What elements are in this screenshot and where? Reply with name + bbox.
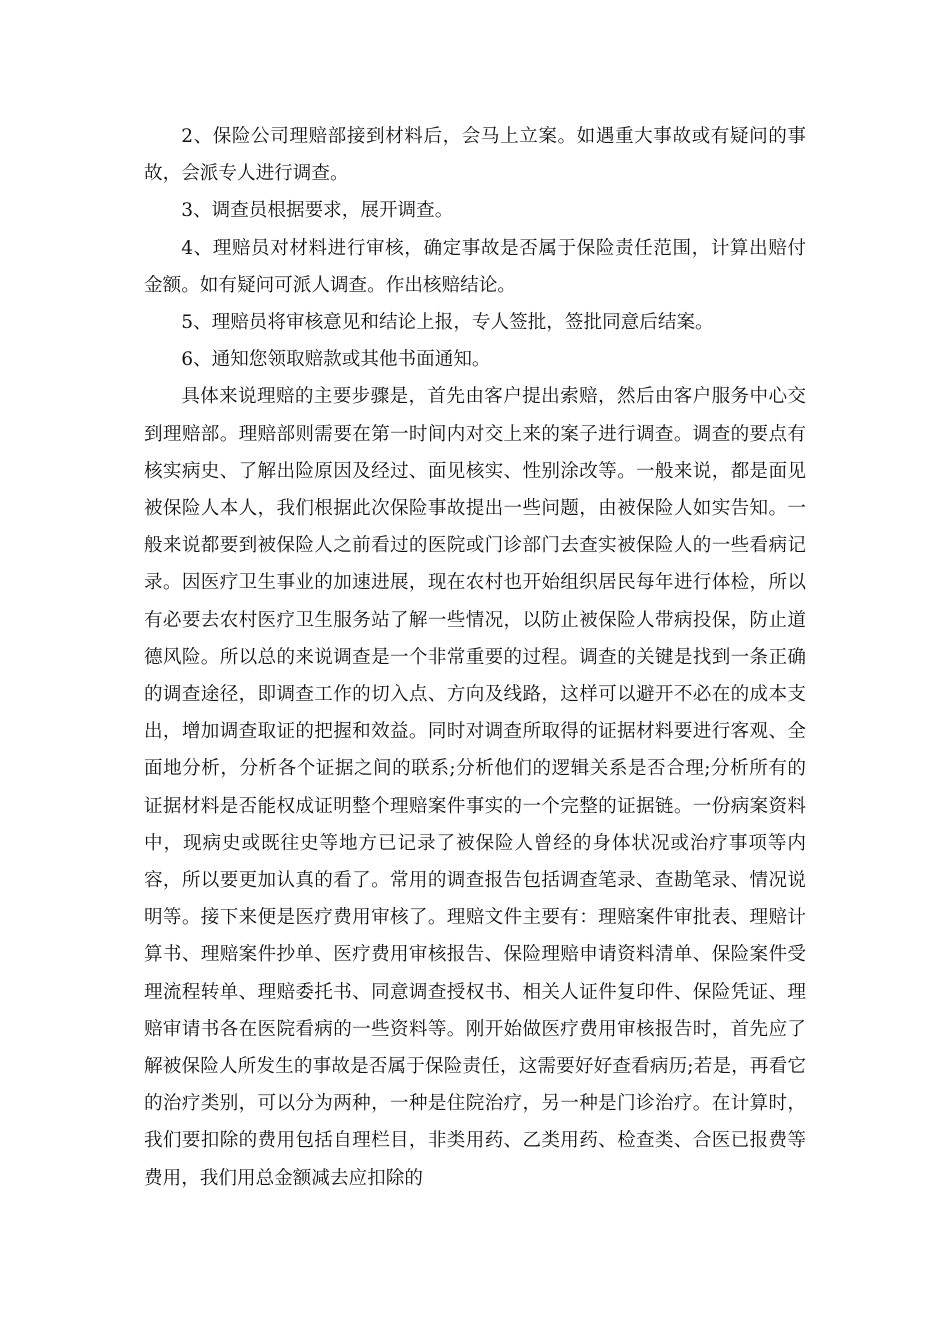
- paragraph-step-6: 6、通知您领取赔款或其他书面通知。: [181, 349, 491, 371]
- document-body: [144, 118, 806, 1197]
- paragraph-claim-process-detail: 具体来说理赔的主要步骤是，首先由客户提出索赔，然后由客户服务中心交到理赔部。理赔部则需要在第一时间内对交上来的案子进行调查。调查的要点有核实病史、了解出险原因及经过、面见核实、性别涂改等。一般来说，都是面见被保险人本人，我们根据此次保险事故提出一些问题，由被保险人如实告知。一般来说都要到被保险人之前看过的医院或门诊部门去查实被保险人的一些看病记录。因医疗卫生事业的加速进展，现在农村也开始组织居民每年进行体检，所以有必要去农村医疗卫生服务站了解一些情况，以防止被保险人带病投保，防止道德风险。所以总的来说调查是一个非常重要的过程。调查的关键是找到一条正确的调查途径，即调查工作的切入点、方向及线路，这样可以避开不必在的成本支出，增加调查取证的把握和效益。同时对调查所取得的证据材料要进行客观、全面地分析，分析各个证据之间的联系;分析他们的逻辑关系是否合理;分析所有的证据材料是否能权成证明整个理赔案件事实的一个完整的证据链。一份病案资料中，现病史或既往史等地方已记录了被保险人曾经的身体状况或治疗事项等内容，所以要更加认真的看了。常用的调查报告包括调查笔录、查勘笔录、情况说明等。接下来便是医疗费用审核了。理赔文件主要有：理赔案件审批表、理赔计算书、理赔案件抄单、医疗费用审核报告、保险理赔申请资料清单、保险案件受理流程转单、理赔委托书、同意调查授权书、相关人证件复印件、保险凭证、理赔审请书各在医院看病的一些资料等。刚开始做医疗费用审核报告时，首先应了解被保险人所发生的事故是否属于保险责任，这需要好好查看病历;若是，再看它的治疗类别，可以分为两种，一种是住院治疗，另一种是门诊治疗。在计算时，我们要扣除的费用包括自理栏目，非类用药、乙类用药、检查类、合医已报费等费用，我们用总金额减去应扣除的: [144, 386, 806, 1189]
- paragraph-step-4: 4、理赔员对材料进行审核，确定事故是否属于保险责任范围，计算出赔付金额。如有疑问可派人调查。作出核赔结论。: [144, 237, 806, 296]
- paragraph-step-2: 2、保险公司理赔部接到材料后，会马上立案。如遇重大事故或有疑问的事故，会派专人进行调查。: [144, 126, 806, 185]
- paragraph-step-3: 3、调查员根据要求，展开调查。: [181, 200, 454, 222]
- paragraph-step-5: 5、理赔员将审核意见和结论上报，专人签批，签批同意后结案。: [181, 312, 714, 334]
